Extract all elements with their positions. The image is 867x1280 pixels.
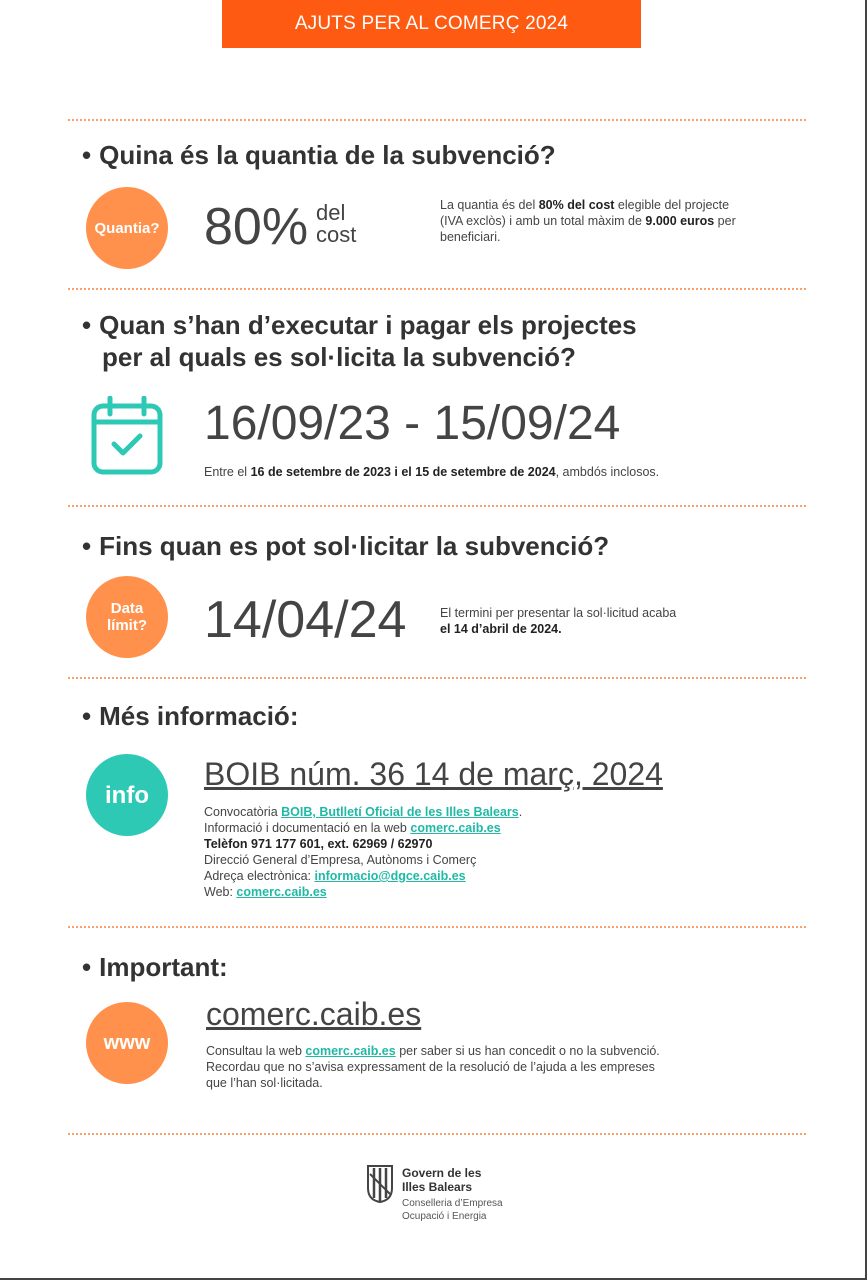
more-info-details: Convocatòria BOIB, Butlletí Oficial de les Illes Balears. Informació i documentació en la web comerc.caib.es Telèfon 971 177 601, ext. 62969 / 62970 Direcció General d’Empresa, Autònoms i Comerç Adreça electrònica: informacio@dgce.caib.es Web: comerc.caib.es <box>204 805 523 899</box>
comerc-web-link[interactable]: comerc.caib.es <box>410 821 501 835</box>
deadline-value: 14/04/24 <box>204 591 407 649</box>
section-heading-execution: • Quan s’han d’executar i pagar els projectes per al quals es sol·licita la subvenció? <box>82 310 637 372</box>
boib-reference-link[interactable]: BOIB núm. 36 14 de març, 2024 <box>204 756 663 792</box>
quantity-description: La quantia és del 80% del cost elegible del projecte (IVA exclòs) i amb un total màxim de 9.000 euros per beneficiari. <box>440 198 736 244</box>
title-banner: AJUTS PER AL COMERÇ 2024 <box>222 0 641 48</box>
info-badge: info <box>86 754 168 836</box>
section-heading-more-info: • Més informació: <box>82 701 299 731</box>
www-badge: www <box>86 1002 168 1084</box>
divider <box>68 677 806 679</box>
execution-description: Entre el 16 de setembre de 2023 i el 15 de setembre de 2024, ambdós inclosos. <box>204 465 660 479</box>
divider <box>68 288 806 290</box>
quantity-badge: Quantia? <box>86 187 168 269</box>
execution-period: 16/09/23 - 15/09/24 <box>204 397 621 450</box>
divider <box>68 926 806 928</box>
section-heading-deadline: • Fins quan es pot sol·licitar la subvenció? <box>82 531 610 561</box>
calendar-check-icon <box>90 396 164 476</box>
section-heading-quantity: • Quina és la quantia de la subvenció? <box>82 140 556 170</box>
comerc-site-link[interactable]: comerc.caib.es <box>206 996 422 1032</box>
coat-of-arms-icon <box>366 1164 394 1204</box>
email-link[interactable]: informacio@dgce.caib.es <box>314 869 466 883</box>
quantity-unit: del cost <box>316 200 357 247</box>
boib-link[interactable]: BOIB, Butlletí Oficial de les Illes Balears <box>281 805 519 819</box>
divider <box>68 119 806 121</box>
important-description: Consultau la web comerc.caib.es per saber si us han concedit o no la subvenció. Recordau que no s’avisa expressament de la resolució de l’ajuda a les empreses que l’han sol·licitada. <box>206 1044 660 1090</box>
quantity-value: 80% <box>204 198 309 256</box>
comerc-consult-link[interactable]: comerc.caib.es <box>305 1044 396 1058</box>
deadline-badge: Data límit? <box>86 576 168 658</box>
section-heading-important: • Important: <box>82 952 228 982</box>
divider <box>68 1133 806 1135</box>
deadline-description: El termini per presentar la sol·licitud acaba el 14 d’abril de 2024. <box>440 606 677 636</box>
divider <box>68 505 806 507</box>
web-link[interactable]: comerc.caib.es <box>236 885 327 899</box>
